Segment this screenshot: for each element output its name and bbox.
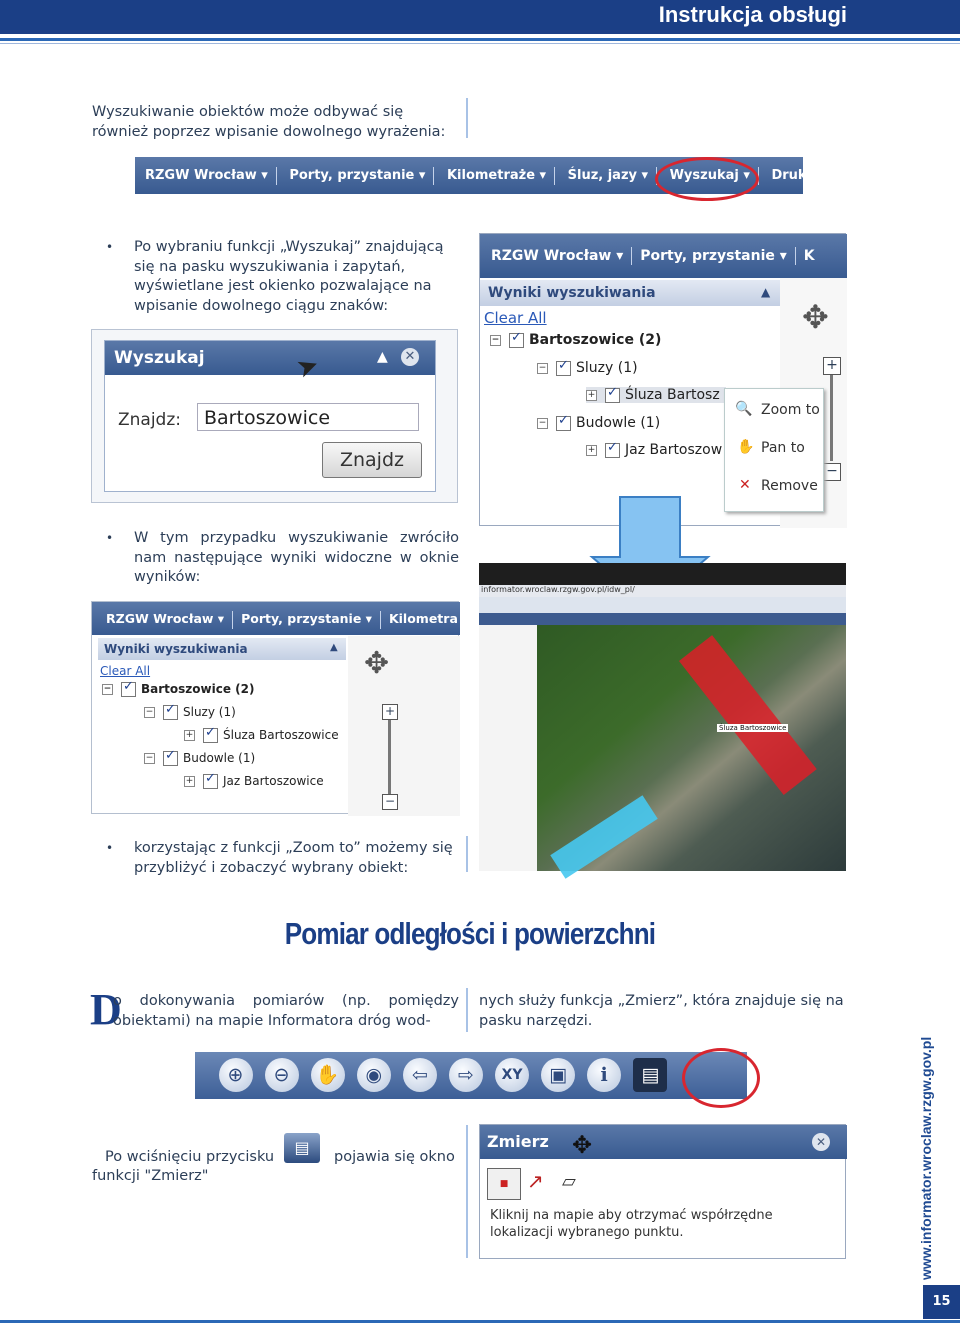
tree-item: −✓ Bartoszowice (2) [490, 332, 661, 348]
toolbar-item-search: Wyszukaj [669, 168, 739, 183]
slider-track [388, 720, 391, 794]
map-screenshot [479, 563, 846, 871]
bar-item: Kilometra [388, 611, 458, 626]
bar-item: Porty, przystanie [640, 248, 775, 264]
map-label: Śluza Bartoszowice [719, 724, 787, 732]
info-icon: ℹ [587, 1058, 621, 1092]
bar-item: Porty, przystanie [241, 611, 362, 626]
zoom-slider [382, 704, 398, 814]
bottom-text-after: pojawia się okno [334, 1149, 455, 1165]
tree-item: −✓ Sluzy (1) [537, 360, 638, 376]
menu-remove: Remove [761, 478, 818, 494]
clear-all-link: Clear All [100, 664, 151, 678]
collapse-icon: ▲ [761, 285, 771, 299]
toolbar-item: Drukuj [771, 168, 821, 183]
tree-item: −✓ Budowle (1) [144, 751, 255, 766]
header-rule-thin [0, 43, 960, 44]
header-rule [0, 38, 960, 41]
remove-icon: ✕ [739, 477, 751, 493]
bullet-text: • Po wybraniu funkcji „Wyszukaj” znajdującą się na pasku wyszukiwania i zapytań, wyświetlane jest okienko pozwalające na wpisanie dowolnego ciągu znaków: [134, 238, 459, 316]
context-menu [724, 388, 824, 512]
menu-pan-to: Pan to [761, 440, 805, 456]
bullet-text: • korzystając z funkcji „Zoom to” możemy się przybliżyć i zobaczyć wybrany obiekt: [134, 839, 459, 878]
zoom-minus-icon: − [382, 794, 398, 810]
search-label: Znajdz: [118, 410, 182, 430]
body-column-1: o dokonywania pomiarów (np. pomiędzy obiektami) na mapie Informatora dróg wod- [113, 993, 459, 1029]
close-icon: ✕ [812, 1133, 830, 1151]
zoom-plus-icon: + [823, 357, 841, 375]
intro-text: Wyszukiwanie obiektów może odbywać się również poprzez wpisanie dowolnego wyrażenia: [92, 104, 446, 140]
results-bar: RZGW Wrocław ▾ Porty, przystanie ▾ Kilometra [92, 602, 460, 635]
highlight-circle [655, 157, 759, 201]
toolbar-item: RZGW Wrocław [145, 168, 257, 183]
slider-track [830, 375, 833, 461]
section-title: Pomiar odległości i powierzchni [284, 916, 656, 951]
results-panel [479, 625, 537, 871]
forward-arrow-icon: ⇨ [449, 1058, 483, 1092]
column-divider [466, 836, 468, 872]
results-bar: RZGW Wrocław ▾ Porty, przystanie ▾ K [480, 234, 847, 278]
measure-icon: ▤ [633, 1058, 667, 1092]
toolbar-screenshot: RZGW Wrocław ▾ Porty, przystanie ▾ Kilometraże ▾ Śluz, jazy ▾ Wyszukaj ▾ Drukuj [135, 157, 803, 194]
page-number: 15 [923, 1285, 960, 1319]
browser-top [479, 563, 846, 585]
bullet-text: • W tym przypadku wyszukiwanie zwróciło nam następujące wyniki widoczne w oknie wyników: [134, 529, 459, 588]
search-input: Bartoszowice [197, 403, 419, 431]
bar-item: K [803, 248, 815, 264]
line-tool-icon: ↗ [527, 1169, 544, 1193]
drop-cap: D [90, 985, 122, 1034]
results-small-screenshot [91, 601, 459, 814]
polygon-tool-icon: ▱ [562, 1171, 576, 1192]
results-title: Wyniki wyszukiwania [98, 638, 346, 660]
zmierz-window [479, 1124, 846, 1259]
column-divider [466, 988, 468, 1032]
tree-item: −✓ Budowle (1) [537, 415, 660, 431]
pan-hand-icon: ✋ [737, 439, 755, 455]
tree-item: −✓ Bartoszowice (2) [102, 682, 254, 697]
bottom-text-before: Po wciśnięciu przycisku [105, 1149, 275, 1165]
column-divider [466, 98, 468, 138]
cursor-icon: ➤ [292, 349, 324, 385]
header-title: Instrukcja obsługi [658, 2, 847, 27]
bottom-text-line2: funkcji "Zmierz" [92, 1168, 209, 1184]
search-button: Znajdz [322, 442, 422, 478]
collapse-icon: ▲ [377, 349, 388, 365]
move-cursor-icon: ✥ [572, 1131, 593, 1159]
highlight-circle [682, 1048, 760, 1108]
tree-item: +✓ Śluza Bartosz [586, 387, 726, 403]
footer-rule [0, 1320, 960, 1323]
body-column-2: nych służy funkcja „Zmierz”, która znajduje się na pasku narzędzi. [479, 993, 844, 1029]
toolbar-item: Śluz, jazy [567, 168, 637, 183]
point-tool-icon: ■ [487, 1168, 521, 1200]
results-title: Wyniki wyszukiwania [480, 280, 780, 306]
search-window-screenshot [91, 329, 458, 503]
pan-arrows-icon: ✥ [364, 646, 390, 681]
app-bar [479, 613, 846, 625]
browser-bar [479, 597, 846, 613]
zoom-minus-icon: − [823, 463, 841, 481]
results-window-screenshot [479, 233, 846, 526]
zoom-out-icon: ⊖ [265, 1058, 299, 1092]
search-window-title: Wyszukaj [105, 341, 435, 375]
search-window [104, 340, 436, 492]
zoom-plus-icon: + [382, 704, 398, 720]
menu-zoom-to: Zoom to [761, 402, 820, 418]
zmierz-hint: Kliknij na mapie aby otrzymać współrzędne lokalizacji wybranego punktu. [490, 1208, 773, 1240]
close-icon: ✕ [401, 348, 419, 366]
pan-arrows-icon: ✥ [802, 298, 829, 336]
zoom-layer-icon: ▣ [541, 1058, 575, 1092]
measure-button-icon: ▤ [284, 1133, 320, 1163]
collapse-icon: ▲ [330, 642, 338, 653]
xy-icon: XY [495, 1058, 529, 1092]
tools-bar [195, 1052, 747, 1099]
zmierz-title: Zmierz [480, 1125, 847, 1159]
bar-item: RZGW Wrocław [491, 248, 612, 264]
zoom-slider [823, 357, 841, 477]
globe-zoom-icon: ◉ [357, 1058, 391, 1092]
back-arrow-icon: ⇦ [403, 1058, 437, 1092]
zoom-in-icon: ⊕ [219, 1058, 253, 1092]
toolbar-item: Porty, przystanie [289, 168, 415, 183]
column-divider [466, 1125, 468, 1258]
clear-all-link: Clear All [484, 309, 547, 327]
tree-item: +✓ Jaz Bartoszow [586, 442, 722, 458]
tree-item: +✓ Jaz Bartoszowice [184, 774, 324, 789]
zoom-to-icon: 🔍 [735, 401, 753, 417]
tree-item: +✓ Śluza Bartoszowice [184, 728, 339, 743]
url-bar: informator.wroclaw.rzgw.gov.pl/idw_pl/ [479, 585, 846, 597]
side-url: www.informator.wroclaw.rzgw.gov.pl [918, 1036, 934, 1280]
tree-item: −✓ Sluzy (1) [144, 705, 236, 720]
bar-item: RZGW Wrocław [106, 611, 214, 626]
toolbar-item: Kilometraże [446, 168, 536, 183]
pan-hand-icon: ✋ [311, 1058, 345, 1092]
